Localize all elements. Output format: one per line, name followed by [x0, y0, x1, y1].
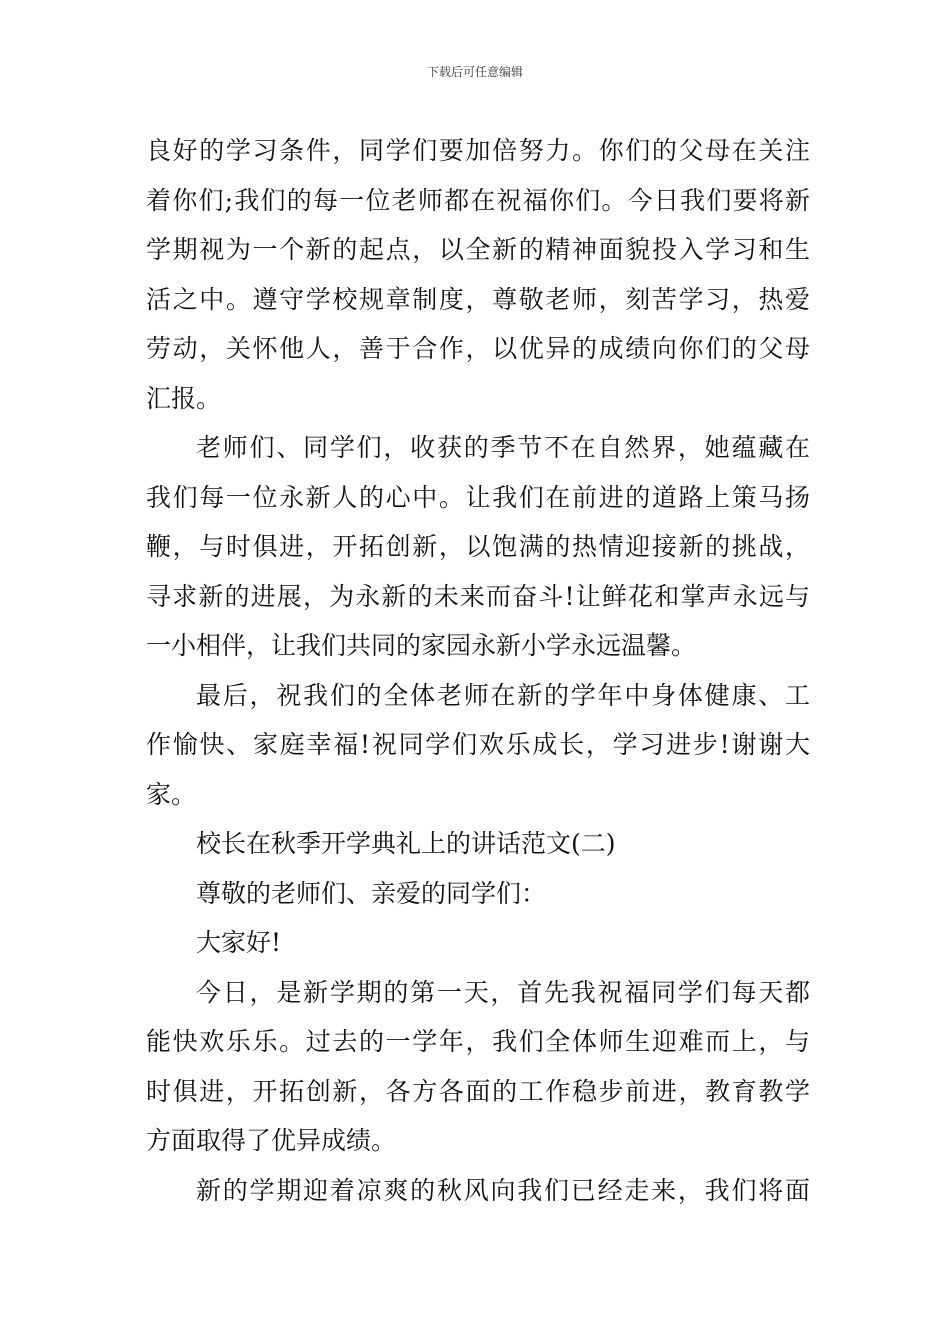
text-line: 学期视为一个新的起点，以全新的精神面貌投入学习和生: [146, 235, 810, 264]
text-line: 最后，祝我们的全体老师在新的学年中身体健康、工: [196, 680, 810, 710]
text-line: 大家好!: [196, 928, 282, 957]
text-line: 老师们、同学们，收获的季节不在自然界，她蕴藏在: [196, 433, 810, 462]
text-line: 尊敬的老师们、亲爱的同学们：: [196, 878, 547, 908]
text-line: 我们每一位永新人的心中。让我们在前进的道路上策马扬: [146, 482, 810, 512]
text-line: 作愉快、家庭幸福!祝同学们欢乐成长，学习进步!谢谢大: [146, 730, 810, 759]
text-line: 良好的学习条件，同学们要加倍努力。你们的父母在关注: [146, 136, 810, 165]
text-line: 方面取得了优异成绩。: [146, 1126, 397, 1155]
text-line: 时俱进，开拓创新，各方各面的工作稳步前进，教育教学: [146, 1076, 810, 1106]
text-line: 寻求新的进展，为永新的未来而奋斗!让鲜花和掌声永远与: [146, 581, 810, 611]
text-line: 劳动，关怀他人，善于合作，以优异的成绩向你们的父母: [146, 334, 810, 363]
text-line: 今日，是新学期的第一天，首先我祝福同学们每天都: [196, 977, 810, 1007]
page-header: 下载后可任意编辑: [426, 65, 523, 79]
text-line: 活之中。遵守学校规章制度，尊敬老师，刻苦学习，热爱: [146, 284, 810, 314]
text-line: 校长在秋季开学典礼上的讲话范文(二): [196, 829, 616, 858]
text-line: 鞭，与时俱进，开拓创新，以饱满的热情迎接新的挑战，: [146, 532, 810, 561]
text-line: 着你们;我们的每一位老师都在祝福你们。今日我们要将新: [146, 185, 810, 215]
text-line: 汇报。: [146, 383, 222, 413]
text-line: 新的学期迎着凉爽的秋风向我们已经走来，我们将面: [196, 1175, 810, 1205]
document-body: [146, 126, 810, 1215]
text-line: 能快欢乐乐。过去的一学年，我们全体师生迎难而上，与: [146, 1027, 810, 1056]
text-line: 家。: [146, 779, 197, 809]
text-line: 一小相伴，让我们共同的家园永新小学永远温馨。: [146, 631, 697, 660]
